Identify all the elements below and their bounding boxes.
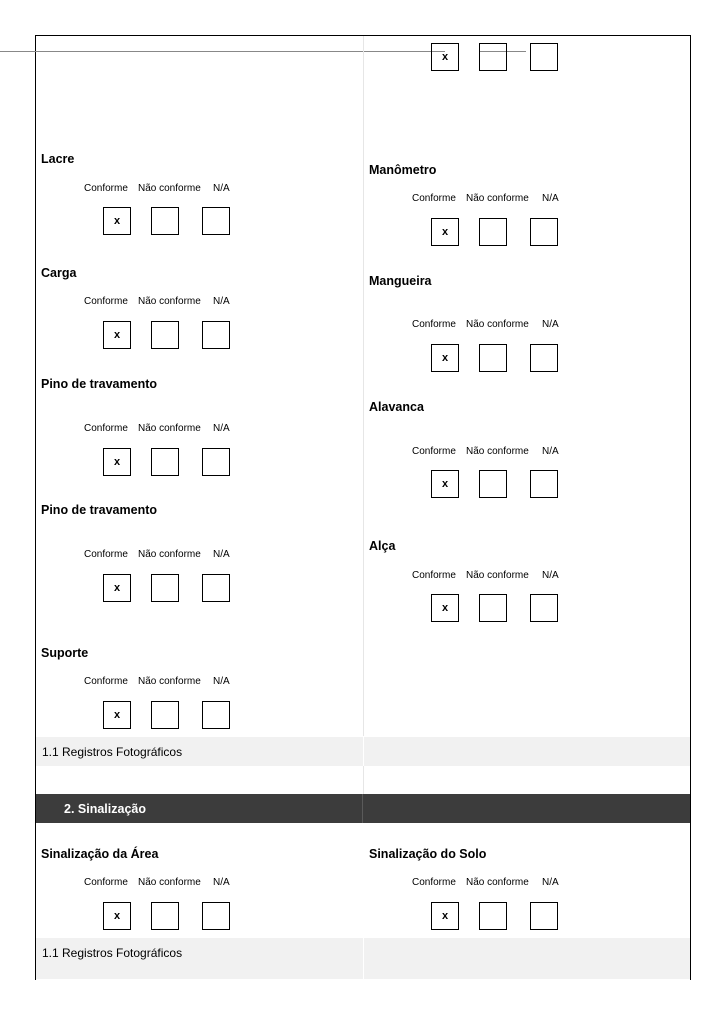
checkbox-na[interactable] bbox=[202, 902, 230, 930]
top-rule bbox=[0, 51, 445, 52]
label-conforme: Conforme bbox=[412, 193, 456, 204]
label-na: N/A bbox=[542, 193, 559, 204]
label-na: N/A bbox=[213, 877, 230, 888]
checkbox-nao-conforme[interactable] bbox=[151, 448, 179, 476]
band-divider bbox=[363, 737, 364, 766]
label-conforme: Conforme bbox=[412, 570, 456, 581]
label-na: N/A bbox=[213, 549, 230, 560]
section-title-manometro: Manômetro bbox=[369, 163, 437, 177]
checkbox-nao-conforme[interactable] bbox=[479, 470, 507, 498]
checkbox-conforme[interactable]: x bbox=[431, 470, 459, 498]
checkbox-conforme[interactable]: x bbox=[431, 902, 459, 930]
checkbox-na[interactable] bbox=[202, 574, 230, 602]
label-na: N/A bbox=[542, 877, 559, 888]
label-conforme: Conforme bbox=[84, 423, 128, 434]
label-na: N/A bbox=[542, 319, 559, 330]
checkbox-nao-conforme[interactable] bbox=[479, 43, 507, 71]
photo-records-label: 1.1 Registros Fotográficos bbox=[42, 745, 183, 759]
photo-records-row bbox=[36, 938, 690, 979]
label-nao-conforme: Não conforme bbox=[138, 877, 201, 888]
checkbox-nao-conforme[interactable] bbox=[479, 902, 507, 930]
checkbox-nao-conforme[interactable] bbox=[479, 594, 507, 622]
section-title-lacre: Lacre bbox=[41, 152, 75, 166]
checkbox-nao-conforme[interactable] bbox=[151, 574, 179, 602]
label-conforme: Conforme bbox=[412, 877, 456, 888]
section-title-pino-1: Pino de travamento bbox=[41, 377, 157, 391]
checkbox-nao-conforme[interactable] bbox=[151, 321, 179, 349]
band-divider bbox=[362, 794, 363, 823]
checkbox-nao-conforme[interactable] bbox=[151, 207, 179, 235]
checkbox-conforme[interactable]: x bbox=[103, 207, 131, 235]
label-nao-conforme: Não conforme bbox=[466, 446, 529, 457]
checkbox-na[interactable] bbox=[530, 470, 558, 498]
checkbox-na[interactable] bbox=[530, 344, 558, 372]
checkbox-conforme[interactable]: x bbox=[103, 574, 131, 602]
label-nao-conforme: Não conforme bbox=[466, 877, 529, 888]
checkbox-conforme[interactable]: x bbox=[103, 448, 131, 476]
label-na: N/A bbox=[542, 446, 559, 457]
checkbox-nao-conforme[interactable] bbox=[479, 344, 507, 372]
photo-records-label: 1.1 Registros Fotográficos bbox=[42, 946, 183, 960]
band-divider bbox=[363, 938, 364, 979]
checkbox-conforme[interactable]: x bbox=[103, 701, 131, 729]
label-nao-conforme: Não conforme bbox=[138, 676, 201, 687]
label-conforme: Conforme bbox=[84, 676, 128, 687]
label-nao-conforme: Não conforme bbox=[138, 296, 201, 307]
checkbox-conforme[interactable]: x bbox=[431, 344, 459, 372]
label-nao-conforme: Não conforme bbox=[466, 570, 529, 581]
section-title-sinal-solo: Sinalização do Solo bbox=[369, 847, 487, 861]
checkbox-na[interactable] bbox=[530, 218, 558, 246]
checkbox-na[interactable] bbox=[202, 701, 230, 729]
section-title-alca: Alça bbox=[369, 539, 396, 553]
section-title-carga: Carga bbox=[41, 266, 77, 280]
checkbox-conforme[interactable]: x bbox=[431, 43, 459, 71]
section-title-mangueira: Mangueira bbox=[369, 274, 432, 288]
checkbox-na[interactable] bbox=[530, 902, 558, 930]
label-conforme: Conforme bbox=[84, 183, 128, 194]
label-na: N/A bbox=[542, 570, 559, 581]
checkbox-na[interactable] bbox=[202, 321, 230, 349]
checkbox-na[interactable] bbox=[202, 207, 230, 235]
label-nao-conforme: Não conforme bbox=[138, 183, 201, 194]
label-nao-conforme: Não conforme bbox=[466, 193, 529, 204]
label-nao-conforme: Não conforme bbox=[138, 549, 201, 560]
checkbox-conforme[interactable]: x bbox=[103, 321, 131, 349]
checkbox-conforme[interactable]: x bbox=[431, 218, 459, 246]
label-conforme: Conforme bbox=[412, 446, 456, 457]
section-title-suporte: Suporte bbox=[41, 646, 89, 660]
checkbox-na[interactable] bbox=[530, 43, 558, 71]
label-conforme: Conforme bbox=[84, 549, 128, 560]
checkbox-conforme[interactable]: x bbox=[103, 902, 131, 930]
checkbox-nao-conforme[interactable] bbox=[151, 701, 179, 729]
column-divider bbox=[363, 36, 364, 736]
label-na: N/A bbox=[213, 296, 230, 307]
checkbox-na[interactable] bbox=[202, 448, 230, 476]
section-header-title: 2. Sinalização bbox=[64, 802, 146, 816]
label-na: N/A bbox=[213, 423, 230, 434]
label-na: N/A bbox=[213, 676, 230, 687]
label-na: N/A bbox=[213, 183, 230, 194]
checkbox-nao-conforme[interactable] bbox=[151, 902, 179, 930]
label-conforme: Conforme bbox=[412, 319, 456, 330]
checkbox-conforme[interactable]: x bbox=[431, 594, 459, 622]
section-title-alavanca: Alavanca bbox=[369, 400, 424, 414]
checkbox-nao-conforme[interactable] bbox=[479, 218, 507, 246]
section-header-sinalizacao bbox=[36, 794, 690, 823]
label-conforme: Conforme bbox=[84, 296, 128, 307]
photo-records-row bbox=[36, 737, 690, 766]
column-divider bbox=[363, 766, 364, 794]
label-nao-conforme: Não conforme bbox=[466, 319, 529, 330]
label-nao-conforme: Não conforme bbox=[138, 423, 201, 434]
checkbox-na[interactable] bbox=[530, 594, 558, 622]
section-title-sinal-area: Sinalização da Área bbox=[41, 847, 159, 861]
label-conforme: Conforme bbox=[84, 877, 128, 888]
section-title-pino-2: Pino de travamento bbox=[41, 503, 157, 517]
